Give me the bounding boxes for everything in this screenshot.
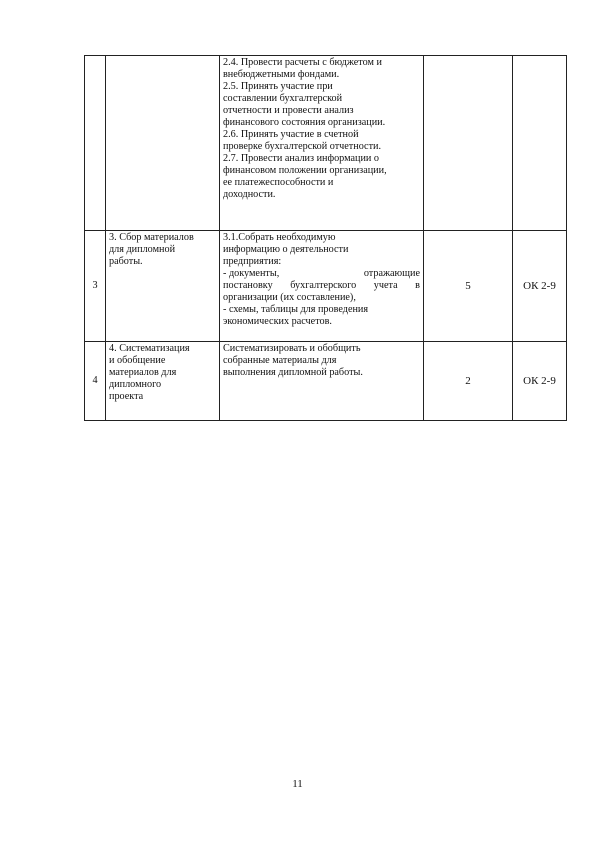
task-line: 3.1.Собрать необходимую <box>223 232 336 243</box>
stage-line: проекта <box>109 391 144 402</box>
row-number-cell: 3 <box>85 231 106 342</box>
stage-line: 3. Сбор материалов <box>109 232 194 243</box>
work-plan-table <box>84 55 567 421</box>
task-line: - схемы, таблицы для проведения <box>223 304 369 315</box>
stage-line: материалов для <box>109 367 177 378</box>
competence-cell: ОК 2-9 <box>513 342 567 421</box>
competence-cell <box>513 56 567 231</box>
stage-line: для дипломной <box>109 244 176 255</box>
task-line: ее платежеспособности и <box>223 177 334 188</box>
task-line: финансовом положении организации, <box>223 165 387 176</box>
task-line: доходности. <box>223 189 276 200</box>
task-line: финансового состояния организации. <box>223 117 386 128</box>
task-line: 2.5. Принять участие при <box>223 81 333 92</box>
task-line: информацию о деятельности <box>223 244 349 255</box>
stage-cell <box>106 342 220 421</box>
task-line: предприятия: <box>223 256 282 267</box>
hours-cell: 2 <box>424 342 513 421</box>
table-row <box>85 342 567 421</box>
stage-line: и обобщение <box>109 355 166 366</box>
task-line: 2.7. Провести анализ информации о <box>223 153 379 164</box>
task-word: учета <box>373 280 398 291</box>
stage-cell <box>106 56 220 231</box>
hours-cell <box>424 56 513 231</box>
task-line: составлении бухгалтерской <box>223 93 343 104</box>
task-line: проверке бухгалтерской отчетности. <box>223 141 382 152</box>
stage-line: дипломного <box>109 379 162 390</box>
page-number: 11 <box>292 778 303 790</box>
competence-cell: ОК 2-9 <box>513 231 567 342</box>
task-word: постановку <box>223 280 273 291</box>
task-line: экономических расчетов. <box>223 316 332 327</box>
task-line: Систематизировать и обобщить <box>223 343 361 354</box>
tasks-cell <box>220 231 424 342</box>
tasks-cell <box>220 56 424 231</box>
task-line: отчетности и провести анализ <box>223 105 354 116</box>
task-line: 2.4. Провести расчеты с бюджетом и <box>223 57 382 68</box>
table-row <box>85 56 567 231</box>
stage-line: работы. <box>109 256 143 267</box>
task-word: бухгалтерского <box>290 280 357 291</box>
row-number-cell: 4 <box>85 342 106 421</box>
task-line: внебюджетными фондами. <box>223 69 340 80</box>
stage-cell <box>106 231 220 342</box>
task-line: выполнения дипломной работы. <box>223 367 363 378</box>
task-word: - документы, <box>223 268 280 279</box>
task-word: отражающие <box>363 268 420 279</box>
task-line: организации (их составление), <box>223 292 356 303</box>
table-row <box>85 231 567 342</box>
task-line-justified <box>223 268 420 280</box>
task-line: 2.6. Принять участие в счетной <box>223 129 359 140</box>
stage-line: 4. Систематизация <box>109 343 190 354</box>
task-line-justified <box>223 280 420 292</box>
hours-cell: 5 <box>424 231 513 342</box>
task-word: в <box>415 280 420 291</box>
task-line: собранные материалы для <box>223 355 337 366</box>
tasks-cell <box>220 342 424 421</box>
row-number-cell <box>85 56 106 231</box>
